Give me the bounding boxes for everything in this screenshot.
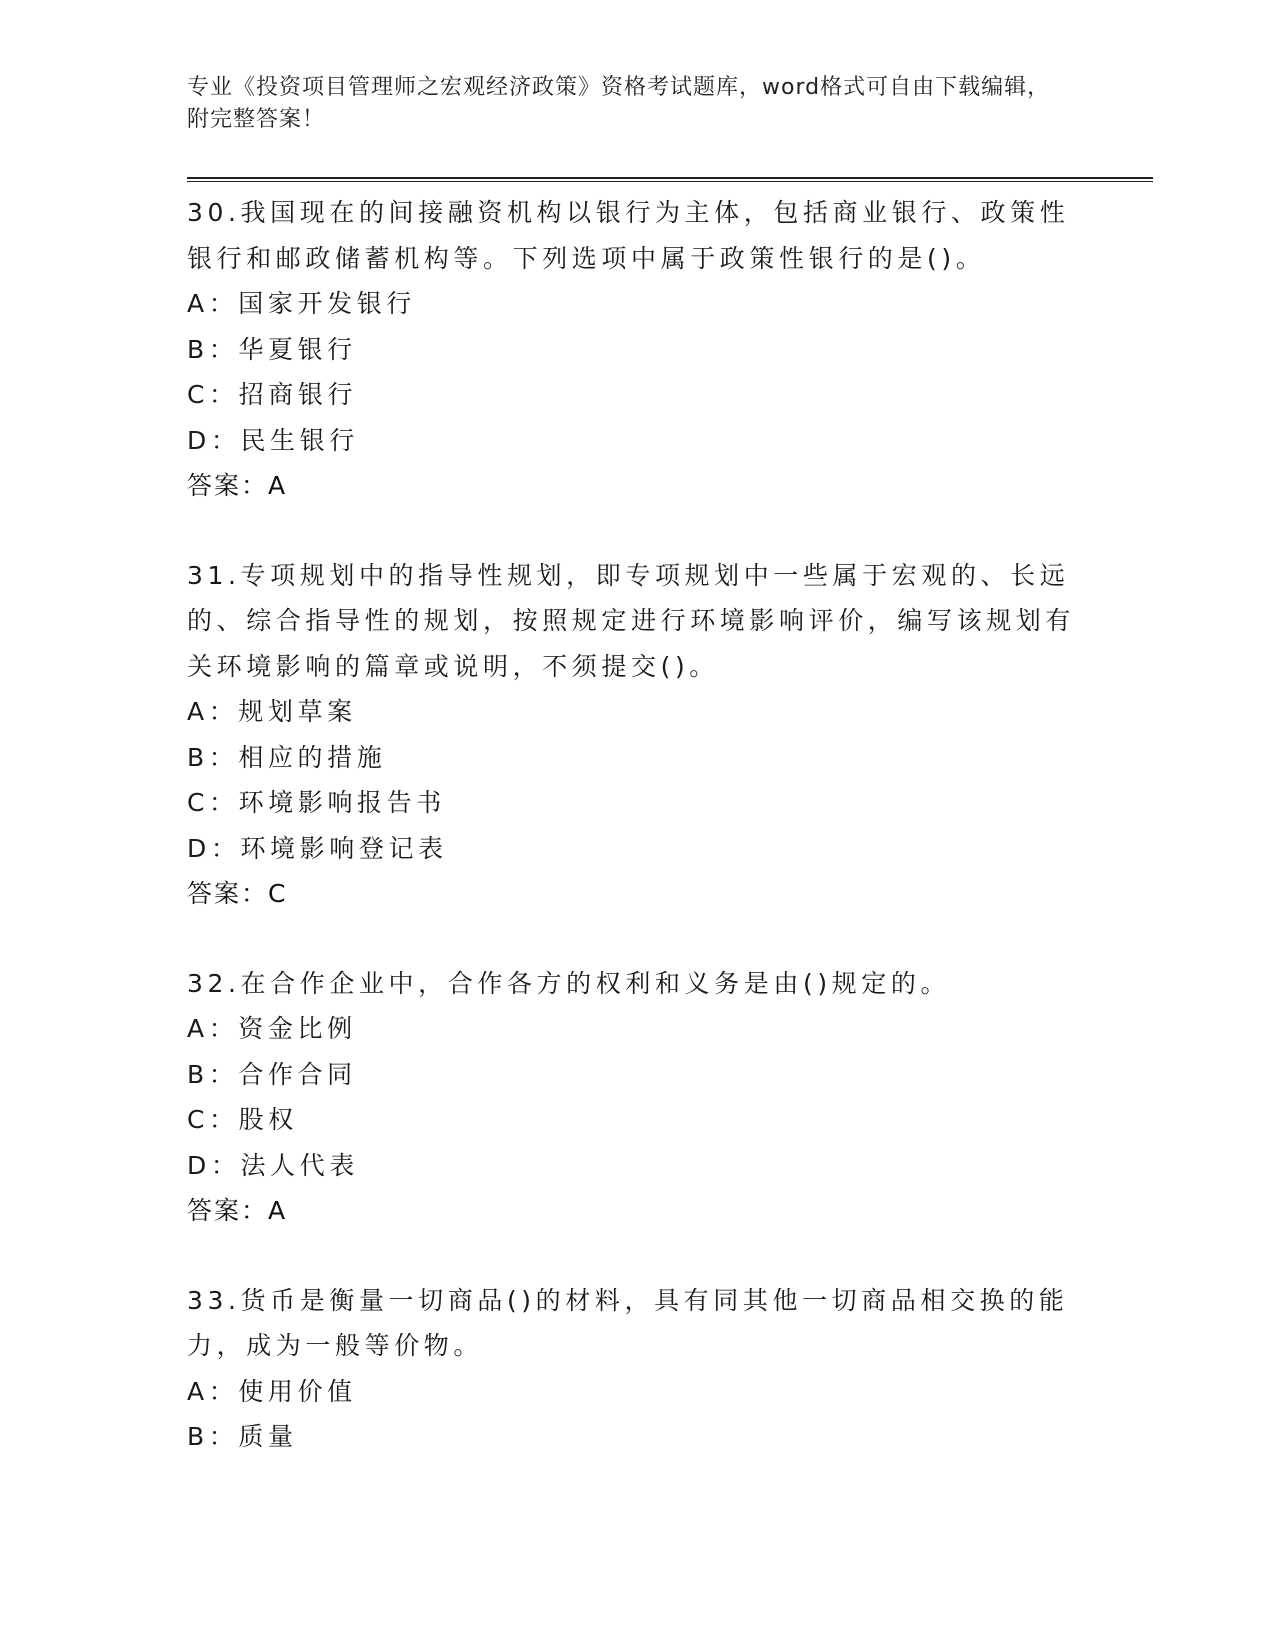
answer-line <box>187 1188 1087 1234</box>
answer-label: 答案： <box>187 1196 269 1225</box>
answer-value: C <box>268 879 287 908</box>
option-b: B：相应的措施 <box>187 742 387 772</box>
question-stem: 33.货币是衡量一切商品()的材料，具有同其他一切商品相交换的能力，成为一般等价物。 <box>187 1285 1069 1360</box>
document-header: 专业《投资项目管理师之宏观经济政策》资格考试题库，word格式可自由下载编辑，附完整答案！ <box>187 75 1051 132</box>
option-d: D：法人代表 <box>187 1150 359 1180</box>
header-divider <box>187 177 1153 182</box>
answer-label: 答案： <box>187 471 269 500</box>
option-a: A：资金比例 <box>187 1014 357 1043</box>
option-a: A：国家开发银行 <box>187 289 416 318</box>
question-stem: 31.专项规划中的指导性规划，即专项规划中一些属于宏观的、长远的、综合指导性的规划，按照规定进行环境影响评价，编写该规划有关环境影响的篇章或说明，不须提交()。 <box>187 560 1076 681</box>
option-a: A：规划草案 <box>187 697 357 726</box>
answer-value: A <box>268 471 287 500</box>
answer-label: 答案： <box>187 879 269 908</box>
option-c: C：股权 <box>187 1105 298 1134</box>
question-33 <box>187 1278 1087 1460</box>
option-a: A：使用价值 <box>187 1376 357 1406</box>
option-b: B：质量 <box>187 1422 298 1451</box>
question-32 <box>187 961 1087 1234</box>
option-d: D：环境影响登记表 <box>187 833 448 863</box>
option-c: C：环境影响报告书 <box>187 788 446 817</box>
answer-value: A <box>268 1196 287 1225</box>
question-stem: 30.我国现在的间接融资机构以银行为主体，包括商业银行、政策性银行和邮政储蓄机构等。下列选项中属于政策性银行的是()。 <box>187 198 1070 273</box>
option-b: B：合作合同 <box>187 1059 357 1089</box>
question-list <box>187 190 1087 1504</box>
question-30 <box>187 190 1087 509</box>
question-31 <box>187 553 1087 917</box>
answer-line <box>187 463 1087 509</box>
option-b: B：华夏银行 <box>187 334 357 364</box>
option-d: D：民生银行 <box>187 425 359 455</box>
answer-line <box>187 871 1087 917</box>
option-c: C：招商银行 <box>187 380 358 409</box>
question-stem: 32.在合作企业中，合作各方的权利和义务是由()规定的。 <box>187 968 951 998</box>
